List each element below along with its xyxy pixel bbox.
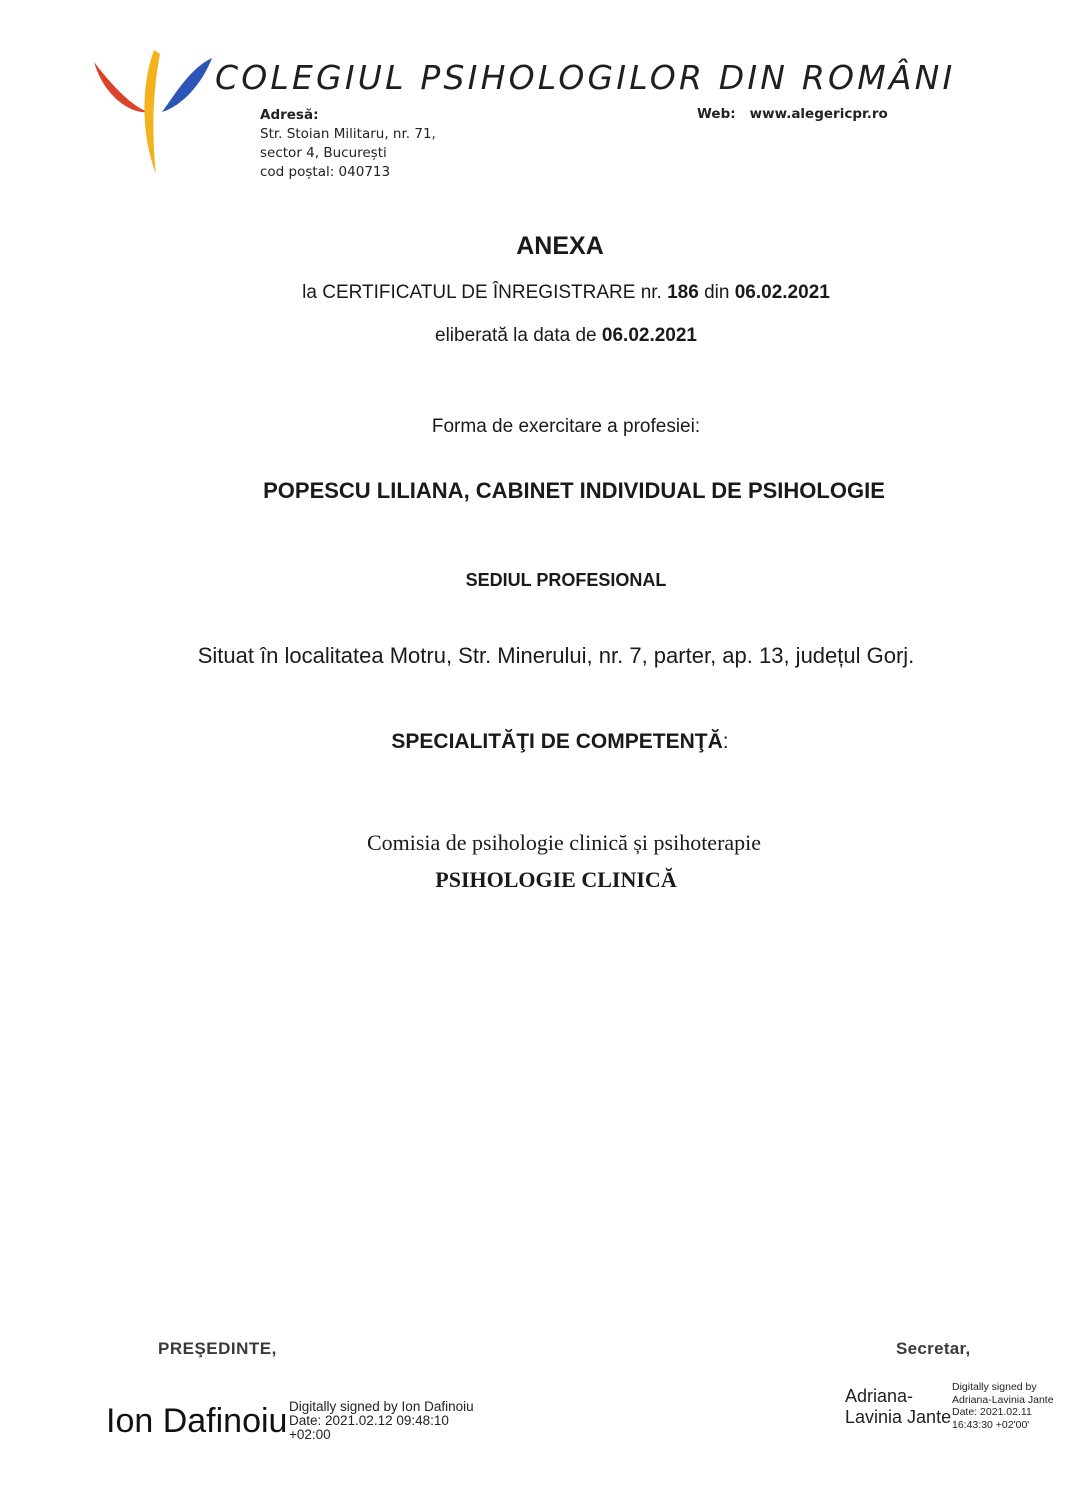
president-digital-signature bbox=[289, 1400, 475, 1442]
web-url[interactable]: www.alegericpr.ro bbox=[749, 106, 888, 122]
specialty: PSIHOLOGIE CLINICĂ bbox=[435, 867, 677, 892]
issued-date: 06.02.2021 bbox=[601, 325, 697, 346]
signature-line: Date: 2021.02.12 09:48:10 bbox=[289, 1413, 449, 1428]
secretary-name bbox=[845, 1386, 951, 1428]
practice-form-label: Forma de exercitare a profesiei: bbox=[431, 416, 701, 437]
document-title: ANEXA bbox=[516, 232, 604, 260]
address-line: cod poștal: 040713 bbox=[260, 164, 391, 180]
address-line: Str. Stoian Militaru, nr. 71, bbox=[260, 126, 436, 142]
signature-line: 16:43:30 +02'00' bbox=[952, 1418, 1030, 1431]
seat-address: Situat în localitatea Motru, Str. Minerului, nr. 7, parter, ap. 13, județul Gorj. bbox=[197, 643, 915, 668]
signature-line: Digitally signed by bbox=[952, 1381, 1037, 1393]
issued-prefix: eliberată la data de bbox=[435, 325, 597, 346]
org-name: COLEGIUL PSIHOLOGILOR DIN ROMÂNI bbox=[215, 58, 956, 97]
certificate-number: 186 bbox=[667, 282, 699, 303]
address-line: sector 4, București bbox=[260, 145, 387, 161]
secretary-label: Secretar, bbox=[896, 1339, 971, 1358]
president-name: Ion Dafinoiu bbox=[106, 1402, 288, 1440]
certificate-line bbox=[26, 282, 1080, 304]
psi-logo-icon bbox=[90, 48, 215, 178]
specialties-colon: : bbox=[722, 730, 729, 753]
issued-line bbox=[26, 325, 1080, 347]
certificate-prefix: la CERTIFICATUL DE ÎNREGISTRARE nr. bbox=[302, 282, 662, 303]
commission: Comisia de psihologie clinică și psihoterapie bbox=[366, 830, 762, 855]
practice-holder: POPESCU LILIANA, CABINET INDIVIDUAL DE PSIHOLOGIE bbox=[263, 478, 885, 503]
specialties-heading-text: SPECIALITĂŢI DE COMPETENŢĂ bbox=[391, 730, 723, 753]
president-label: PREŞEDINTE, bbox=[158, 1339, 277, 1358]
address-label: Adresă: bbox=[260, 107, 319, 123]
signature-line: Date: 2021.02.11 bbox=[952, 1406, 1032, 1418]
signature-line: +02:00 bbox=[289, 1427, 331, 1442]
web-block bbox=[697, 106, 888, 122]
secretary-name-line: Lavinia Jante bbox=[845, 1407, 952, 1427]
signature-line: Adriana-Lavinia Jante bbox=[952, 1393, 1054, 1406]
specialties-heading bbox=[20, 730, 1080, 754]
address-block bbox=[260, 106, 436, 182]
web-label: Web: bbox=[697, 106, 736, 122]
signature-line: Digitally signed by Ion Dafinoiu bbox=[289, 1400, 474, 1414]
certificate-date-word: din bbox=[704, 282, 730, 303]
certificate-date: 06.02.2021 bbox=[734, 282, 830, 303]
secretary-digital-signature bbox=[952, 1381, 1055, 1431]
secretary-name-line: Adriana- bbox=[845, 1386, 914, 1406]
seat-heading: SEDIUL PROFESIONAL bbox=[465, 570, 667, 590]
